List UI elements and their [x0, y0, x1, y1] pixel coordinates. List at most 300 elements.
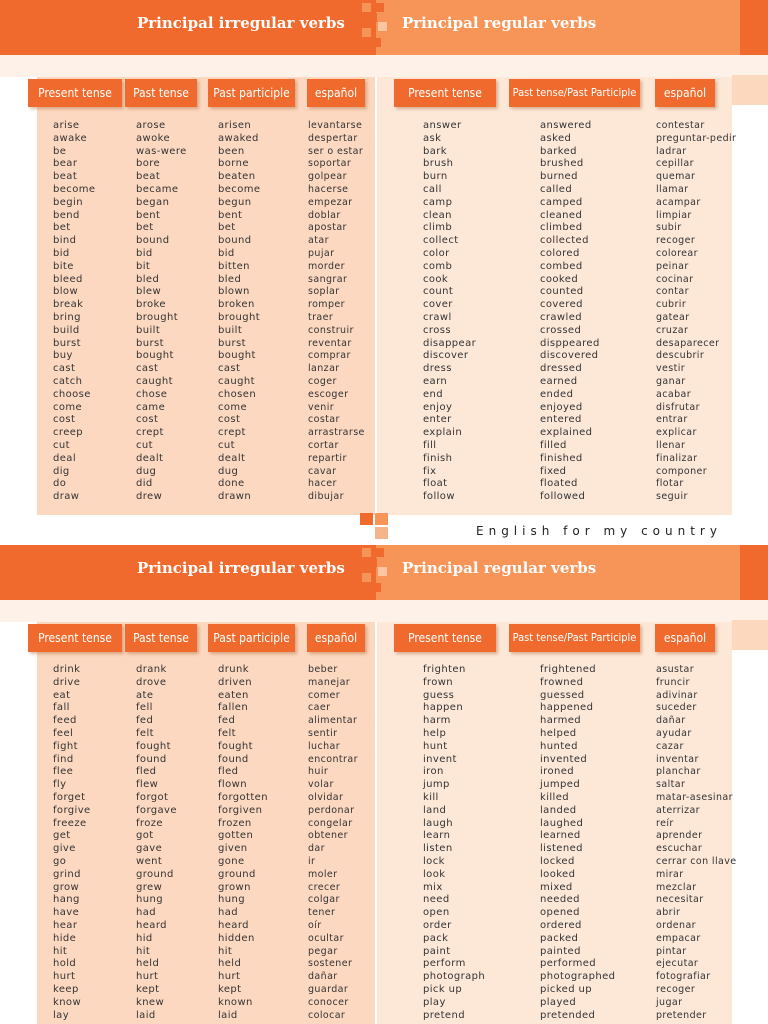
- verb-cell: moler: [308, 868, 338, 880]
- verb-cell: hurt: [136, 971, 159, 983]
- verb-cell: counted: [540, 286, 584, 298]
- verb-cell: build: [53, 324, 80, 336]
- regular-present-column: [423, 120, 476, 504]
- verb-cell: answered: [540, 120, 592, 131]
- verb-cell: held: [218, 958, 242, 970]
- verb-cell: ended: [540, 388, 574, 400]
- verb-cell: caught: [218, 375, 255, 387]
- verb-cell: cover: [423, 299, 453, 311]
- verb-cell: dress: [423, 363, 452, 375]
- verb-cell: cost: [136, 414, 159, 426]
- irregular-past-column: [136, 120, 187, 504]
- verb-cell: cubrir: [656, 299, 687, 311]
- col-header-regular-past: Past tense/Past Participle: [509, 79, 640, 107]
- verb-cell: crecer: [308, 881, 341, 893]
- verb-cell: entrar: [656, 414, 688, 426]
- verb-cell: fell: [136, 702, 153, 714]
- verb-cell: olvidar: [308, 791, 344, 803]
- verb-cell: cazar: [656, 740, 684, 752]
- col-header-participle: Past participle: [208, 624, 295, 652]
- verb-cell: brush: [423, 158, 454, 170]
- verb-cell: happen: [423, 702, 464, 714]
- verb-cell: drank: [136, 664, 167, 675]
- verb-cell: flown: [218, 779, 247, 791]
- verb-cell: manejar: [308, 676, 351, 688]
- verb-cell: ocultar: [308, 932, 344, 944]
- verb-cell: given: [218, 843, 248, 855]
- verb-cell: bark: [423, 145, 447, 157]
- verb-cell: volar: [308, 779, 334, 791]
- verb-cell: cook: [423, 273, 449, 285]
- verb-cell: eaten: [218, 689, 249, 701]
- verb-cell: empacar: [656, 932, 701, 944]
- verb-cell: be: [53, 145, 67, 157]
- verb-cell: traer: [308, 311, 334, 323]
- verb-cell: saltar: [656, 779, 686, 791]
- verb-cell: pick up: [423, 983, 463, 995]
- verb-cell: become: [53, 183, 96, 195]
- verb-cell: fixed: [540, 465, 567, 477]
- verb-cell: kill: [423, 791, 439, 803]
- verb-cell: alimentar: [308, 715, 358, 727]
- verb-cell: bid: [218, 247, 235, 259]
- verb-cell: opened: [540, 907, 580, 919]
- verb-cell: beat: [53, 171, 78, 183]
- verb-cell: suceder: [656, 702, 697, 714]
- verb-cell: blown: [218, 286, 250, 298]
- verb-cell: drink: [53, 664, 81, 675]
- verb-cell: laid: [218, 1009, 238, 1021]
- verb-cell: found: [136, 753, 167, 765]
- verb-cell: had: [136, 907, 157, 919]
- verb-cell: fix: [423, 465, 437, 477]
- verb-cell: discover: [423, 350, 469, 362]
- verb-cell: escuchar: [656, 843, 703, 855]
- verb-cell: cerrar con llave: [656, 855, 737, 867]
- verb-cell: dibujar: [308, 491, 344, 503]
- verb-cell: colored: [540, 247, 580, 259]
- verb-cell: climbed: [540, 222, 583, 234]
- verb-cell: grow: [53, 881, 80, 893]
- verb-cell: ask: [423, 132, 442, 144]
- verb-cell: gatear: [656, 311, 690, 323]
- verb-cell: buy: [53, 350, 73, 362]
- verb-cell: comprar: [308, 350, 351, 362]
- verb-cell: give: [53, 843, 76, 855]
- verb-cell: escoger: [308, 388, 349, 400]
- verb-cell: comer: [308, 689, 341, 701]
- checker-decoration: [358, 0, 390, 55]
- verb-cell: bend: [53, 209, 80, 221]
- verb-cell: feed: [53, 715, 77, 727]
- verb-cell: bitten: [218, 260, 250, 272]
- verb-cell: kept: [218, 983, 242, 995]
- verb-cell: acampar: [656, 196, 701, 208]
- verb-cell: bound: [136, 235, 170, 247]
- verb-cell: doblar: [308, 209, 341, 221]
- verb-cell: cruzar: [656, 324, 689, 336]
- verb-cell: abrir: [656, 907, 681, 919]
- verb-cell: gotten: [218, 830, 254, 842]
- verb-cell: built: [136, 324, 161, 336]
- verb-cell: cross: [423, 324, 451, 336]
- footer-tagline: English for my country: [476, 524, 722, 538]
- verb-cell: count: [423, 286, 454, 298]
- verb-cell: looked: [540, 868, 576, 880]
- verb-cell: costar: [308, 414, 340, 426]
- verb-cell: fed: [136, 715, 154, 727]
- verb-cell: sostener: [308, 958, 353, 970]
- verb-cell: frozen: [218, 817, 252, 829]
- verb-cell: cast: [218, 363, 241, 375]
- verb-cell: begin: [53, 196, 83, 208]
- verb-cell: crept: [136, 427, 164, 439]
- verb-cell: fed: [218, 715, 236, 727]
- header-band: [0, 600, 768, 622]
- regular-present-column: [423, 664, 485, 1022]
- verb-cell: fallen: [218, 702, 249, 714]
- verb-cell: dressed: [540, 363, 583, 375]
- verb-cell: encontrar: [308, 753, 358, 765]
- verb-cell: drove: [136, 676, 167, 688]
- col-header-regular-espanol: español: [655, 624, 715, 652]
- verb-cell: dar: [308, 843, 325, 855]
- verb-cell: pujar: [308, 247, 335, 259]
- verb-cell: congelar: [308, 817, 353, 829]
- verb-cell: repartir: [308, 452, 347, 464]
- verb-cell: subir: [656, 222, 682, 234]
- verb-cell: pintar: [656, 945, 687, 957]
- verb-cell: beaten: [218, 171, 256, 183]
- verb-cell: arisen: [218, 120, 252, 131]
- verb-cell: fled: [136, 766, 157, 778]
- verb-cell: colorear: [656, 247, 698, 259]
- verb-cell: play: [423, 996, 446, 1008]
- banner-tip: [740, 545, 768, 600]
- verb-cell: frown: [423, 676, 454, 688]
- verb-cell: dig: [53, 465, 70, 477]
- verb-cell: went: [136, 855, 163, 867]
- verb-cell: broke: [136, 299, 166, 311]
- verb-cell: limpiar: [656, 209, 692, 221]
- verb-cell: bought: [218, 350, 256, 362]
- col-header-participle: Past participle: [208, 79, 295, 107]
- verb-cell: burst: [53, 337, 81, 349]
- verb-cell: crept: [218, 427, 246, 439]
- verb-cell: happened: [540, 702, 594, 714]
- verb-cell: creep: [53, 427, 84, 439]
- verb-cell: learn: [423, 830, 451, 842]
- verb-cell: ate: [136, 689, 154, 701]
- verb-cell: flee: [53, 766, 74, 778]
- verb-cell: cepillar: [656, 158, 694, 170]
- verb-cell: find: [53, 753, 74, 765]
- verb-cell: bind: [53, 235, 77, 247]
- verb-cell: ejecutar: [656, 958, 699, 970]
- verb-cell: mixed: [540, 881, 573, 893]
- verb-cell: romper: [308, 299, 345, 311]
- verb-cell: photograph: [423, 971, 486, 983]
- verb-cell: hung: [218, 894, 245, 906]
- verb-cell: was-were: [136, 145, 187, 157]
- verb-cell: locked: [540, 855, 575, 867]
- verb-cell: built: [218, 324, 243, 336]
- verb-cell: golpear: [308, 171, 347, 183]
- irregular-verbs-title: Principal irregular verbs: [137, 559, 345, 577]
- verb-cell: bet: [218, 222, 236, 234]
- verb-cell: pegar: [308, 945, 338, 957]
- col-header-regular-espanol: español: [655, 79, 715, 107]
- verb-cell: laugh: [423, 817, 453, 829]
- verb-cell: morder: [308, 260, 345, 272]
- verb-cell: blow: [53, 286, 79, 298]
- verb-cell: pack: [423, 932, 449, 944]
- verb-cell: hear: [53, 919, 78, 931]
- verb-cell: frightened: [540, 664, 597, 675]
- verb-cell: froze: [136, 817, 163, 829]
- verb-cell: explicar: [656, 427, 697, 439]
- verb-cell: dealt: [218, 452, 246, 464]
- verb-cell: come: [218, 401, 248, 413]
- verb-cell: end: [423, 388, 444, 400]
- verb-cell: finished: [540, 452, 583, 464]
- verb-cell: gave: [136, 843, 163, 855]
- verb-cell: followed: [540, 491, 586, 503]
- verb-cell: bought: [136, 350, 174, 362]
- checker-decoration: [358, 545, 390, 600]
- verb-cell: burned: [540, 171, 578, 183]
- verb-cell: know: [53, 996, 82, 1008]
- verb-cell: cooked: [540, 273, 579, 285]
- verb-cell: fled: [218, 766, 239, 778]
- verb-cell: feel: [53, 727, 74, 739]
- verb-cell: clean: [423, 209, 452, 221]
- verb-cell: lanzar: [308, 363, 340, 375]
- verb-cell: planchar: [656, 766, 701, 778]
- verb-cell: hit: [218, 945, 233, 957]
- verb-cell: bid: [136, 247, 153, 259]
- verb-cell: follow: [423, 491, 455, 503]
- irregular-participle-column: [218, 120, 260, 504]
- verb-cell: came: [136, 401, 166, 413]
- verb-cell: colocar: [308, 1009, 346, 1021]
- verb-cell: fall: [53, 702, 70, 714]
- irregular-present-column: [53, 664, 91, 1022]
- verb-cell: come: [53, 401, 83, 413]
- verb-chart-panel-2: [0, 545, 768, 1024]
- verb-cell: cut: [218, 439, 235, 451]
- verb-cell: camped: [540, 196, 583, 208]
- verb-cell: camp: [423, 196, 453, 208]
- verb-cell: cast: [136, 363, 159, 375]
- verb-cell: atar: [308, 235, 329, 247]
- verb-cell: burn: [423, 171, 448, 183]
- verb-cell: go: [53, 855, 67, 867]
- verb-cell: mix: [423, 881, 443, 893]
- regular-verbs-title: Principal regular verbs: [402, 14, 597, 32]
- verb-cell: vestir: [656, 363, 686, 375]
- verb-cell: chose: [136, 388, 168, 400]
- verb-cell: construir: [308, 324, 354, 336]
- irregular-present-column: [53, 120, 95, 504]
- verb-cell: brought: [218, 311, 261, 323]
- verb-cell: disappear: [423, 337, 477, 349]
- verb-cell: paint: [423, 945, 451, 957]
- verb-cell: cost: [53, 414, 76, 426]
- verb-cell: harmed: [540, 715, 582, 727]
- verb-cell: jump: [423, 779, 450, 791]
- verb-cell: bear: [53, 158, 78, 170]
- verb-cell: collected: [540, 235, 589, 247]
- verb-cell: bled: [218, 273, 242, 285]
- verb-cell: fotografiar: [656, 971, 711, 983]
- verb-cell: cleaned: [540, 209, 583, 221]
- verb-cell: ordered: [540, 919, 582, 931]
- verb-cell: hit: [53, 945, 68, 957]
- verb-cell: drive: [53, 676, 81, 688]
- verb-cell: dealt: [136, 452, 164, 464]
- verb-cell: kept: [136, 983, 160, 995]
- verb-cell: recoger: [656, 983, 696, 995]
- verb-cell: color: [423, 247, 450, 259]
- verb-cell: get: [53, 830, 71, 842]
- verb-cell: covered: [540, 299, 583, 311]
- verb-cell: borne: [218, 158, 249, 170]
- verb-cell: ir: [308, 855, 316, 867]
- verb-cell: knew: [136, 996, 165, 1008]
- verb-cell: hit: [136, 945, 151, 957]
- verb-cell: disppeared: [540, 337, 600, 349]
- verb-cell: cast: [53, 363, 76, 375]
- verb-cell: found: [218, 753, 249, 765]
- verb-cell: had: [218, 907, 239, 919]
- verb-cell: dug: [136, 465, 157, 477]
- verb-cell: known: [218, 996, 253, 1008]
- verb-cell: got: [136, 830, 154, 842]
- verb-cell: break: [53, 299, 84, 311]
- verb-cell: float: [423, 478, 448, 490]
- verb-cell: fought: [218, 740, 253, 752]
- verb-cell: drunk: [218, 664, 249, 675]
- verb-cell: hacer: [308, 478, 337, 490]
- verb-cell: quemar: [656, 171, 696, 183]
- verb-cell: answer: [423, 120, 462, 131]
- verb-cell: pretended: [540, 1009, 596, 1021]
- verb-cell: obtener: [308, 830, 348, 842]
- verb-cell: disfrutar: [656, 401, 700, 413]
- regular-past-column: [540, 664, 615, 1022]
- verb-cell: felt: [218, 727, 236, 739]
- verb-cell: caught: [136, 375, 173, 387]
- verb-cell: hold: [53, 958, 77, 970]
- verb-cell: performed: [540, 958, 597, 970]
- verb-cell: helped: [540, 727, 577, 739]
- verb-cell: luchar: [308, 740, 341, 752]
- verb-cell: recoger: [656, 235, 696, 247]
- verb-cell: invent: [423, 753, 457, 765]
- banner-tip: [740, 0, 768, 55]
- verb-cell: have: [53, 907, 80, 919]
- verb-cell: laughed: [540, 817, 584, 829]
- col-header-regular-present: Present tense: [394, 624, 496, 652]
- irregular-past-column: [136, 664, 177, 1022]
- verb-cell: arise: [53, 120, 80, 131]
- verb-cell: choose: [53, 388, 91, 400]
- verb-cell: hid: [136, 932, 153, 944]
- verb-cell: mezclar: [656, 881, 697, 893]
- verb-cell: climb: [423, 222, 453, 234]
- footer-square: [375, 527, 388, 539]
- verb-cell: hacerse: [308, 183, 349, 195]
- side-strip: [732, 620, 768, 650]
- verb-cell: venir: [308, 401, 335, 413]
- verb-cell: bent: [218, 209, 243, 221]
- verb-cell: levantarse: [308, 120, 363, 131]
- footer-square: [360, 513, 373, 525]
- verb-cell: needed: [540, 894, 580, 906]
- verb-cell: hide: [53, 932, 77, 944]
- verb-cell: hurt: [218, 971, 241, 983]
- verb-cell: despertar: [308, 132, 358, 144]
- verb-cell: arrastrarse: [308, 427, 365, 439]
- verb-cell: jumped: [540, 779, 581, 791]
- verb-cell: combed: [540, 260, 583, 272]
- verb-cell: finish: [423, 452, 453, 464]
- verb-cell: gone: [218, 855, 245, 867]
- col-header-espanol: español: [307, 624, 365, 652]
- verb-cell: ganar: [656, 375, 686, 387]
- verb-cell: frowned: [540, 676, 584, 688]
- verb-cell: barked: [540, 145, 577, 157]
- verb-cell: broken: [218, 299, 255, 311]
- verb-cell: grind: [53, 868, 81, 880]
- verb-cell: iron: [423, 766, 444, 778]
- verb-cell: cocinar: [656, 273, 694, 285]
- verb-cell: descubrir: [656, 350, 705, 362]
- verb-cell: cortar: [308, 439, 339, 451]
- verb-cell: peinar: [656, 260, 689, 272]
- verb-cell: drawn: [218, 491, 252, 503]
- verb-cell: need: [423, 894, 450, 906]
- verb-cell: earned: [540, 375, 578, 387]
- verb-cell: acabar: [656, 388, 692, 400]
- verb-cell: listened: [540, 843, 583, 855]
- verb-cell: became: [136, 183, 179, 195]
- verb-cell: begun: [218, 196, 252, 208]
- verb-cell: laid: [136, 1009, 156, 1021]
- verb-cell: desaparecer: [656, 337, 720, 349]
- verb-cell: keep: [53, 983, 79, 995]
- verb-cell: explain: [423, 427, 463, 439]
- verb-cell: chosen: [218, 388, 257, 400]
- verb-cell: llamar: [656, 183, 689, 195]
- verb-cell: eat: [53, 689, 71, 701]
- verb-cell: ladrar: [656, 145, 687, 157]
- verb-cell: explained: [540, 427, 593, 439]
- verb-cell: enjoy: [423, 401, 453, 413]
- regular-espanol-column: [656, 120, 736, 504]
- verb-cell: perform: [423, 958, 466, 970]
- verb-cell: beber: [308, 664, 338, 675]
- verb-cell: bid: [53, 247, 70, 259]
- verb-cell: colgar: [308, 894, 340, 906]
- verb-cell: forget: [53, 791, 86, 803]
- verb-cell: finalizar: [656, 452, 698, 464]
- col-header-present: Present tense: [28, 624, 122, 652]
- verb-cell: bite: [53, 260, 74, 272]
- col-header-past: Past tense: [125, 79, 197, 107]
- footer-square: [375, 513, 388, 525]
